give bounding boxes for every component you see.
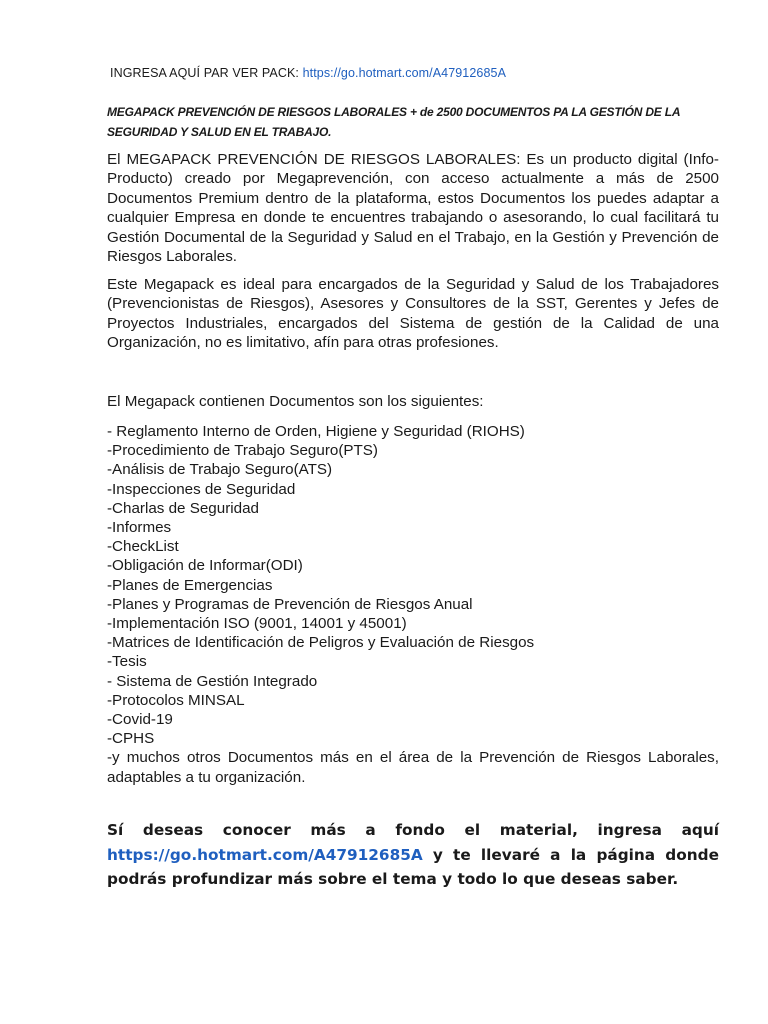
call-to-action-paragraph bbox=[107, 818, 719, 892]
list-item: -Tesis bbox=[107, 653, 147, 671]
intro-paragraph: El MEGAPACK PREVENCIÓN DE RIESGOS LABORALES: Es un producto digital (Info-Producto) creado por Megaprevención, con acceso actualmente a más de 2500 Documentos Premium dentro de la plataforma, estos Documentos los puedes adaptar a cualquier Empresa en donde te encuentres trabajando o asesorando, lo cual facilitará tu Gestión Documental de la Seguridad y Salud en el Trabajo, en la Gestión y Prevención de Riesgos Laborales. bbox=[107, 151, 719, 266]
list-item: -CheckList bbox=[107, 538, 179, 556]
top-link-label: INGRESA AQUÍ PAR VER PACK: bbox=[110, 66, 299, 80]
document-heading: MEGAPACK PREVENCIÓN DE RIESGOS LABORALES + de 2500 DOCUMENTOS PA LA GESTIÓN DE LA SEGURIDAD Y SALUD EN EL TRABAJO. bbox=[107, 105, 680, 139]
hotmart-link-cta[interactable]: https://go.hotmart.com/A47912685A bbox=[107, 845, 423, 864]
list-item: - Sistema de Gestión Integrado bbox=[107, 672, 318, 690]
list-item: -Planes y Programas de Prevención de Riesgos Anual bbox=[107, 595, 473, 613]
audience-paragraph: Este Megapack es ideal para encargados de la Seguridad y Salud de los Trabajadores (Prevencionistas de Riesgos), Asesores y Consultores de la SST, Gerentes y Jefes de Proyectos Industriales, encargados del Sistema de gestión de la Calidad de una Organización, no es limitativo, afín para otras profesiones. bbox=[107, 276, 719, 352]
list-item: -Planes de Emergencias bbox=[107, 576, 273, 594]
cta-text-after: y te llevaré a la página donde podrás profundizar más sobre el tema y todo lo que deseas saber. bbox=[107, 845, 719, 889]
list-item: -Análisis de Trabajo Seguro(ATS) bbox=[107, 461, 333, 479]
list-item: -y muchos otros Documentos más en el área de la Prevención de Riesgos Laborales, adaptables a tu organización. bbox=[107, 749, 719, 786]
list-item: -Protocolos MINSAL bbox=[107, 691, 245, 709]
hotmart-link-top[interactable]: https://go.hotmart.com/A47912685A bbox=[302, 66, 506, 80]
list-intro-paragraph: El Megapack contienen Documentos son los siguientes: bbox=[107, 393, 484, 410]
list-item: - Reglamento Interno de Orden, Higiene y Seguridad (RIOHS) bbox=[107, 423, 525, 440]
cta-text-before: Sí deseas conocer más a fondo el material, ingresa aquí bbox=[107, 821, 719, 839]
list-item: -Inspecciones de Seguridad bbox=[107, 480, 296, 498]
list-item: -CPHS bbox=[107, 730, 155, 748]
list-item: -Obligación de Informar(ODI) bbox=[107, 557, 303, 575]
documents-list bbox=[107, 422, 719, 787]
list-item: -Covid-19 bbox=[107, 711, 173, 729]
list-item: -Implementación ISO (9001, 14001 y 45001) bbox=[107, 615, 407, 633]
list-item: -Charlas de Seguridad bbox=[107, 499, 259, 517]
list-item: -Matrices de Identificación de Peligros y Evaluación de Riesgos bbox=[107, 634, 535, 652]
list-item: -Informes bbox=[107, 519, 172, 537]
top-link-line bbox=[107, 66, 506, 80]
list-item: -Procedimiento de Trabajo Seguro(PTS) bbox=[107, 442, 378, 460]
